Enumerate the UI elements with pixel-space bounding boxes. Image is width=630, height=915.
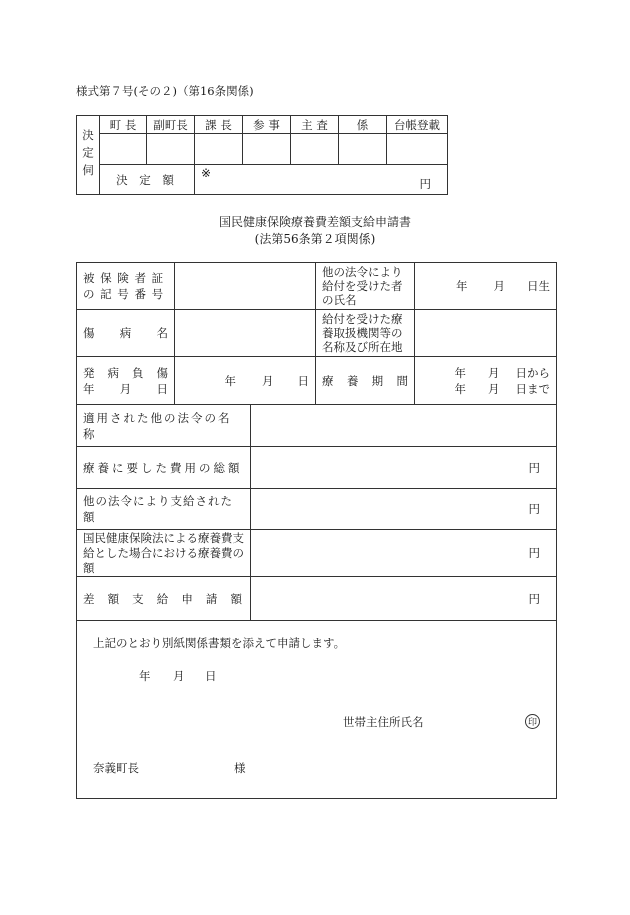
difference-amount-label: 差 額 支 給 申 請 額 — [77, 577, 251, 621]
declaration-text: 上記のとおり別紙関係書類を添えて申請します。 — [93, 636, 346, 650]
stamp-box-section-chief[interactable] — [195, 134, 243, 165]
onset-day: 日 — [297, 373, 309, 388]
form-subtitle: (法第56条第２項関係) — [254, 232, 376, 246]
application-month: 月 — [173, 669, 185, 683]
form-title: 国民健康保険療養費差額支給申請書 — [218, 215, 411, 229]
stamp-box-chief-clerk[interactable] — [291, 134, 339, 165]
application-year: 年 — [139, 669, 151, 683]
form-number: 様式第７号(その２)（第16条関係) — [76, 84, 254, 98]
facility-label: 給付を受けた療 養取扱機関等の 名称及び所在地 — [316, 310, 415, 357]
onset-year: 年 — [224, 373, 236, 388]
total-cost-label: 療養に要した費用の総額 — [77, 447, 251, 489]
birth-month: 月 — [493, 279, 505, 293]
onset-month: 月 — [262, 373, 274, 388]
stamp-box-deputy-mayor[interactable] — [147, 134, 195, 165]
declaration-section — [77, 621, 557, 799]
birth-year: 年 — [456, 279, 468, 293]
recipient-name-birthdate-field[interactable] — [415, 263, 557, 310]
disease-name-label: 傷 病 名 — [77, 310, 175, 357]
other-law-paid-field[interactable]: 円 — [251, 489, 557, 530]
header-councilor: 参 事 — [243, 116, 291, 134]
other-law-paid-label: 他の法令により支給された額 — [77, 489, 251, 530]
insured-number-field[interactable] — [175, 263, 316, 310]
stamp-box-ledger[interactable] — [387, 134, 448, 165]
application-table — [76, 262, 557, 799]
application-day: 日 — [205, 669, 217, 683]
treatment-period-label: 療 養 期 間 — [316, 357, 415, 405]
header-mayor: 町 長 — [100, 116, 147, 134]
onset-date-label: 発 病 負 傷 年 月 日 — [77, 357, 175, 405]
header-section-chief: 課 長 — [195, 116, 243, 134]
insured-number-label: 被 保 険 者 証 の 記 号 番 号 — [77, 263, 175, 310]
stamp-box-mayor[interactable] — [100, 134, 147, 165]
applied-law-label: 適用された他の法令の名称 — [77, 405, 251, 447]
yen-unit: 円 — [419, 177, 431, 191]
honorific: 様 — [234, 761, 246, 775]
seal-mark: 印 — [525, 714, 540, 729]
applied-law-field[interactable] — [251, 405, 557, 447]
approval-side-label: 決定伺 — [77, 116, 100, 195]
header-staff: 係 — [339, 116, 387, 134]
decision-amount-field[interactable] — [195, 165, 448, 195]
addressee: 奈義町長 — [93, 761, 139, 775]
disease-name-field[interactable] — [175, 310, 316, 357]
note-mark: ※ — [201, 166, 212, 180]
facility-field[interactable] — [415, 310, 557, 357]
onset-date-field[interactable] — [175, 357, 316, 405]
nhi-amount-field[interactable]: 円 — [251, 530, 557, 577]
other-law-recipient-label: 他の法令により 給付を受けた者 の氏名 — [316, 263, 415, 310]
header-deputy-mayor: 副町長 — [147, 116, 195, 134]
header-chief-clerk: 主 査 — [291, 116, 339, 134]
stamp-box-councilor[interactable] — [243, 134, 291, 165]
difference-amount-field[interactable]: 円 — [251, 577, 557, 621]
householder-label: 世帯主住所氏名 — [343, 715, 424, 729]
approval-table — [76, 115, 448, 195]
birth-day: 日生 — [527, 279, 550, 293]
treatment-period-field[interactable]: 年 月 日から 年 月 日まで — [415, 357, 557, 405]
header-ledger: 台帳登載 — [387, 116, 448, 134]
nhi-amount-label: 国民健康保険法による療養費支給とした場合における療養費の額 — [77, 530, 251, 577]
stamp-box-staff[interactable] — [339, 134, 387, 165]
total-cost-field[interactable]: 円 — [251, 447, 557, 489]
decision-amount-label: 決 定 額 — [100, 165, 195, 195]
